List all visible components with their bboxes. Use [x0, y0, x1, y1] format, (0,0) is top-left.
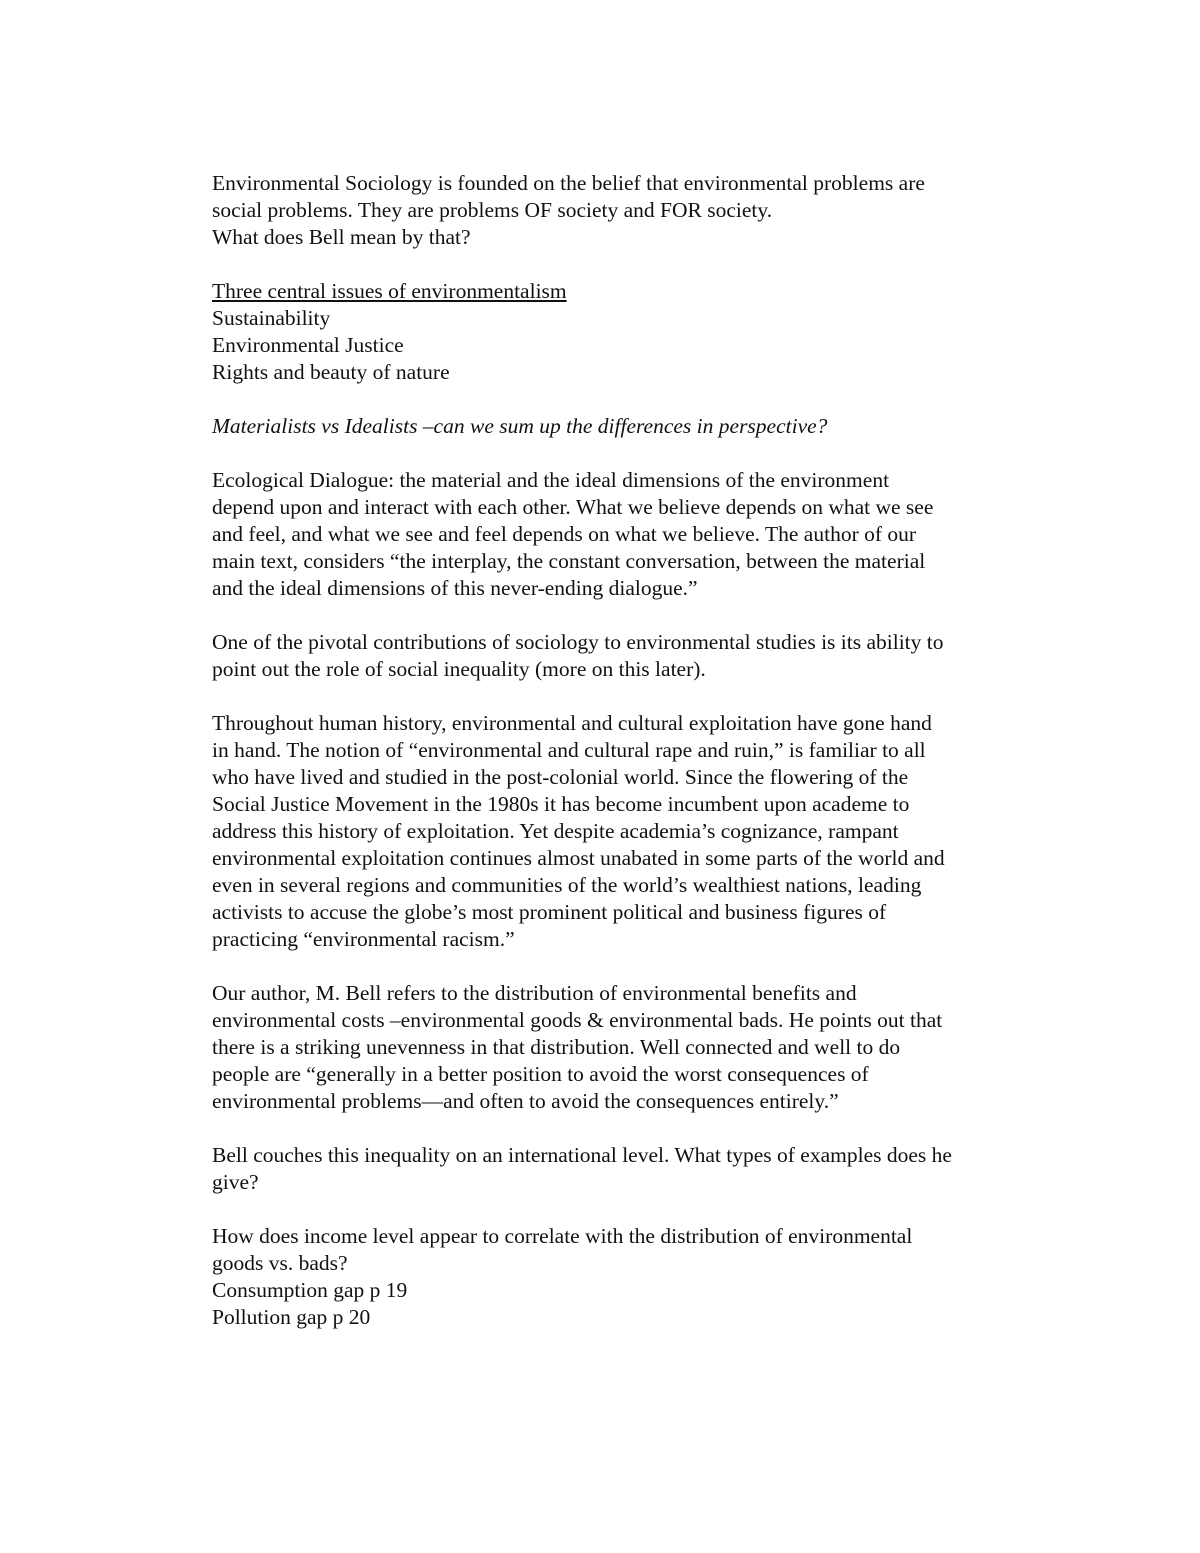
text-line: goods vs. bads?: [212, 1251, 348, 1275]
paragraph-materialists: [212, 413, 1042, 440]
document-page: [212, 170, 1042, 1331]
paragraph-pivotal-contributions: [212, 629, 1042, 683]
text-line: address this history of exploitation. Yet despite academia’s cognizance, rampant: [212, 819, 899, 843]
text-line: Throughout human history, environmental and cultural exploitation have gone hand: [212, 711, 932, 735]
list-item: Environmental Justice: [212, 333, 404, 357]
text-line: depend upon and interact with each other. What we believe depends on what we see: [212, 495, 934, 519]
paragraph-income-level: [212, 1223, 1042, 1331]
text-line: Pollution gap p 20: [212, 1305, 371, 1329]
list-item: Rights and beauty of nature: [212, 360, 450, 384]
text-line: and the ideal dimensions of this never-ending dialogue.”: [212, 576, 698, 600]
section-heading: Three central issues of environmentalism: [212, 279, 567, 303]
text-line: environmental exploitation continues almost unabated in some parts of the world and: [212, 846, 945, 870]
text-line: Bell couches this inequality on an international level. What types of examples does he: [212, 1143, 952, 1167]
text-line: give?: [212, 1170, 259, 1194]
text-line: environmental costs –environmental goods & environmental bads. He points out that: [212, 1008, 943, 1032]
text-line: Social Justice Movement in the 1980s it has become incumbent upon academe to: [212, 792, 910, 816]
text-line: main text, considers “the interplay, the constant conversation, between the material: [212, 549, 926, 573]
text-line: Environmental Sociology is founded on the belief that environmental problems are: [212, 171, 925, 195]
text-line: Our author, M. Bell refers to the distribution of environmental benefits and: [212, 981, 857, 1005]
text-line: practicing “environmental racism.”: [212, 927, 515, 951]
paragraph-our-author: [212, 980, 1042, 1115]
text-line: Materialists vs Idealists –can we sum up the differences in perspective?: [212, 414, 828, 438]
text-line: even in several regions and communities of the world’s wealthiest nations, leading: [212, 873, 922, 897]
text-line: and feel, and what we see and feel depends on what we believe. The author of our: [212, 522, 917, 546]
text-line: What does Bell mean by that?: [212, 225, 471, 249]
text-line: there is a striking unevenness in that distribution. Well connected and well to do: [212, 1035, 901, 1059]
text-line: One of the pivotal contributions of sociology to environmental studies is its ability to: [212, 630, 944, 654]
paragraph-international-level: [212, 1142, 1042, 1196]
paragraph-intro: [212, 170, 1042, 251]
text-line: point out the role of social inequality (more on this later).: [212, 657, 706, 681]
paragraph-ecological-dialogue: [212, 467, 1042, 602]
text-line: in hand. The notion of “environmental and cultural rape and ruin,” is familiar to all: [212, 738, 926, 762]
text-line: activists to accuse the globe’s most prominent political and business figures of: [212, 900, 887, 924]
text-line: people are “generally in a better position to avoid the worst consequences of: [212, 1062, 869, 1086]
text-line: Consumption gap p 19: [212, 1278, 408, 1302]
text-line: who have lived and studied in the post-colonial world. Since the flowering of the: [212, 765, 909, 789]
text-line: environmental problems—and often to avoid the consequences entirely.”: [212, 1089, 839, 1113]
paragraph-central-issues: [212, 278, 1042, 386]
list-item: Sustainability: [212, 306, 331, 330]
text-line: How does income level appear to correlate with the distribution of environmental: [212, 1224, 913, 1248]
paragraph-human-history: [212, 710, 1042, 953]
text-line: social problems. They are problems OF society and FOR society.: [212, 198, 773, 222]
text-line: Ecological Dialogue: the material and the ideal dimensions of the environment: [212, 468, 890, 492]
